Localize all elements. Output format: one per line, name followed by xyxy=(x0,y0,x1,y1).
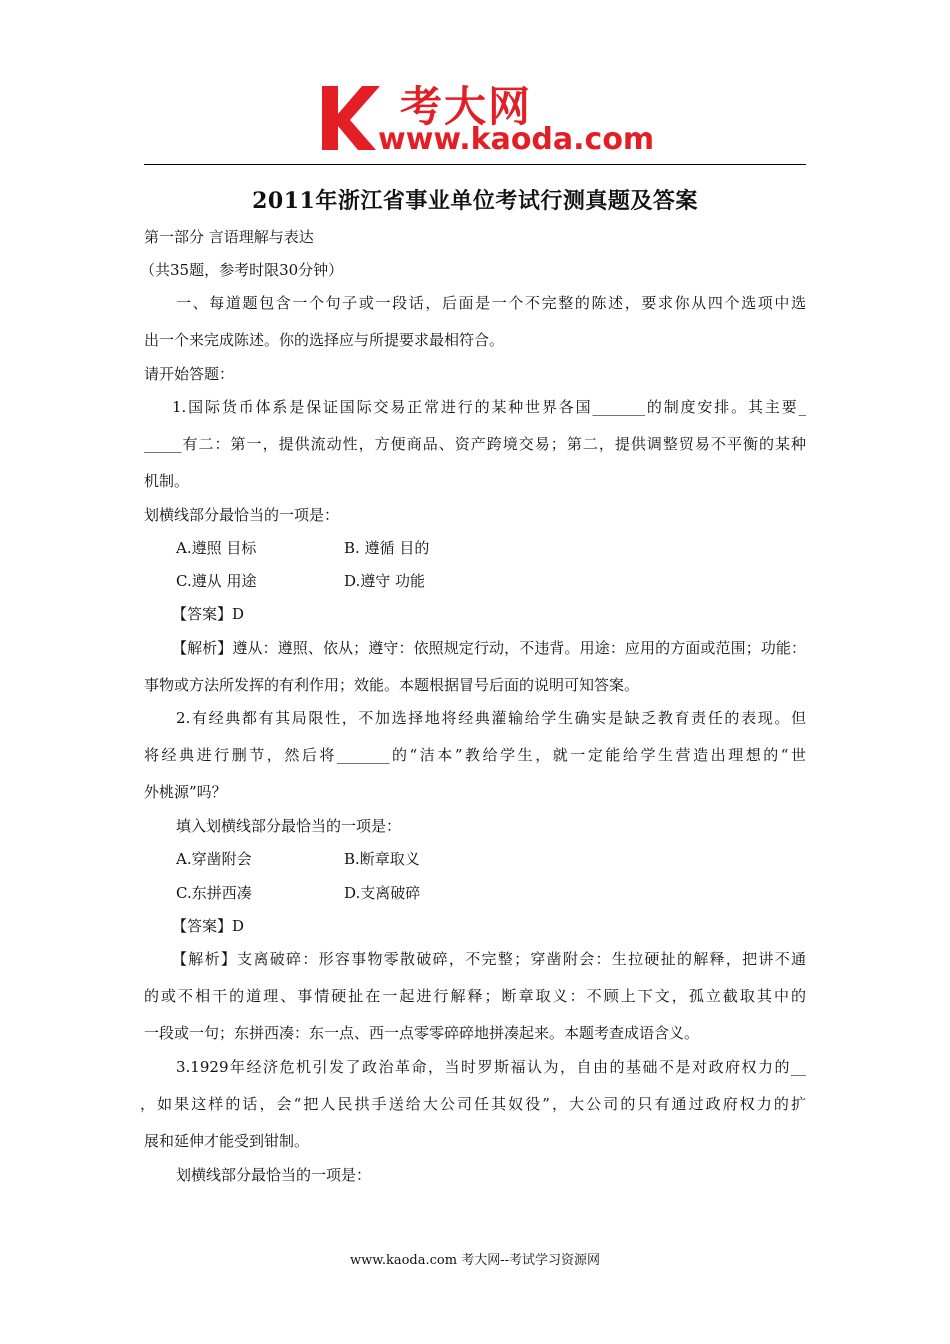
q2-stem-line-3: 外桃源”吗？ xyxy=(144,783,227,801)
q2-option-a: A.穿凿附会 xyxy=(176,850,252,868)
q1-option-c: C.遵从 用途 xyxy=(176,572,257,590)
q2-explanation-line-2: 的或不相干的道理、事情硬扯在一起进行解释；断章取义：不顾上下文，孤立截取其中的 xyxy=(144,987,806,1005)
logo-url-text: www.kaoda.com xyxy=(378,122,655,157)
q3-prompt: 划横线部分最恰当的一项是： xyxy=(176,1166,372,1184)
q2-option-c: C.东拼西凑 xyxy=(176,884,252,902)
logo-brand-text: 考大网 xyxy=(400,82,533,131)
q3-stem-line-3: 展和延伸才能受到钳制。 xyxy=(144,1132,310,1150)
q2-prompt: 填入划横线部分最恰当的一项是： xyxy=(176,817,402,835)
q1-option-a: A.遵照 目标 xyxy=(176,539,257,557)
q1-explanation-line-1: 【解析】遵从：遵照、依从；遵守：依照规定行动，不违背。用途：应用的方面或范围；功能： xyxy=(172,639,806,657)
page-footer: www.kaoda.com 考大网--考试学习资源网 xyxy=(350,1253,600,1268)
q2-option-b: B.断章取义 xyxy=(344,850,420,868)
q2-answer: 【答案】D xyxy=(172,917,245,935)
q2-explanation-line-3: 一段或一句；东拼西凑：东一点、西一点零零碎碎地拼凑起来。本题考查成语含义。 xyxy=(144,1024,700,1042)
q2-stem-line-1: 2.有经典都有其局限性，不加选择地将经典灌输给学生确实是缺乏教育责任的表现。但 xyxy=(176,709,806,727)
q1-option-b: B. 遵循 目的 xyxy=(344,539,430,557)
instruction-line-2: 出一个来完成陈述。你的选择应与所提要求最相符合。 xyxy=(144,331,505,349)
header-divider xyxy=(144,164,806,165)
q1-stem-line-3: 机制。 xyxy=(144,472,190,490)
q1-prompt: 划横线部分最恰当的一项是： xyxy=(144,506,340,524)
q1-explanation-line-2: 事物或方法所发挥的有利作用；效能。本题根据冒号后面的说明可知答案。 xyxy=(144,676,640,694)
kaoda-logo xyxy=(318,80,655,158)
part-heading: 第一部分 言语理解与表达 xyxy=(144,228,314,246)
instruction-line-1: 一、每道题包含一个句子或一段话，后面是一个不完整的陈述，要求你从四个选项中选 xyxy=(176,294,806,312)
q2-option-d: D.支离破碎 xyxy=(344,884,421,902)
q3-stem-line-1: 3.1929年经济危机引发了政治革命，当时罗斯福认为，自由的基础不是对政府权力的__ xyxy=(176,1058,806,1076)
q2-stem-line-2: 将经典进行删节，然后将_______的“洁本”教给学生，就一定能给学生营造出理想的“世 xyxy=(144,746,806,764)
q1-answer: 【答案】D xyxy=(172,605,245,623)
q1-option-d: D.遵守 功能 xyxy=(344,572,426,590)
q2-explanation-line-1: 【解析】支离破碎：形容事物零散破碎，不完整；穿凿附会：生拉硬扯的解释，把讲不通 xyxy=(172,950,806,968)
part-note: （共35题，参考时限30分钟） xyxy=(140,261,344,279)
q3-stem-line-2: ，如果这样的话，会“把人民拱手送给大公司任其奴役”，大公司的只有通过政府权力的扩 xyxy=(140,1095,806,1113)
start-prompt: 请开始答题： xyxy=(144,365,235,383)
q1-stem-line-1: 1.国际货币体系是保证国际交易正常进行的某种世界各国_______的制度安排。其主要_ xyxy=(172,398,806,416)
q1-stem-line-2: _____有二：第一，提供流动性，方便商品、资产跨境交易；第二，提供调整贸易不平衡的某种 xyxy=(144,435,806,453)
document-title: 2011年浙江省事业单位考试行测真题及答案 xyxy=(252,188,698,214)
